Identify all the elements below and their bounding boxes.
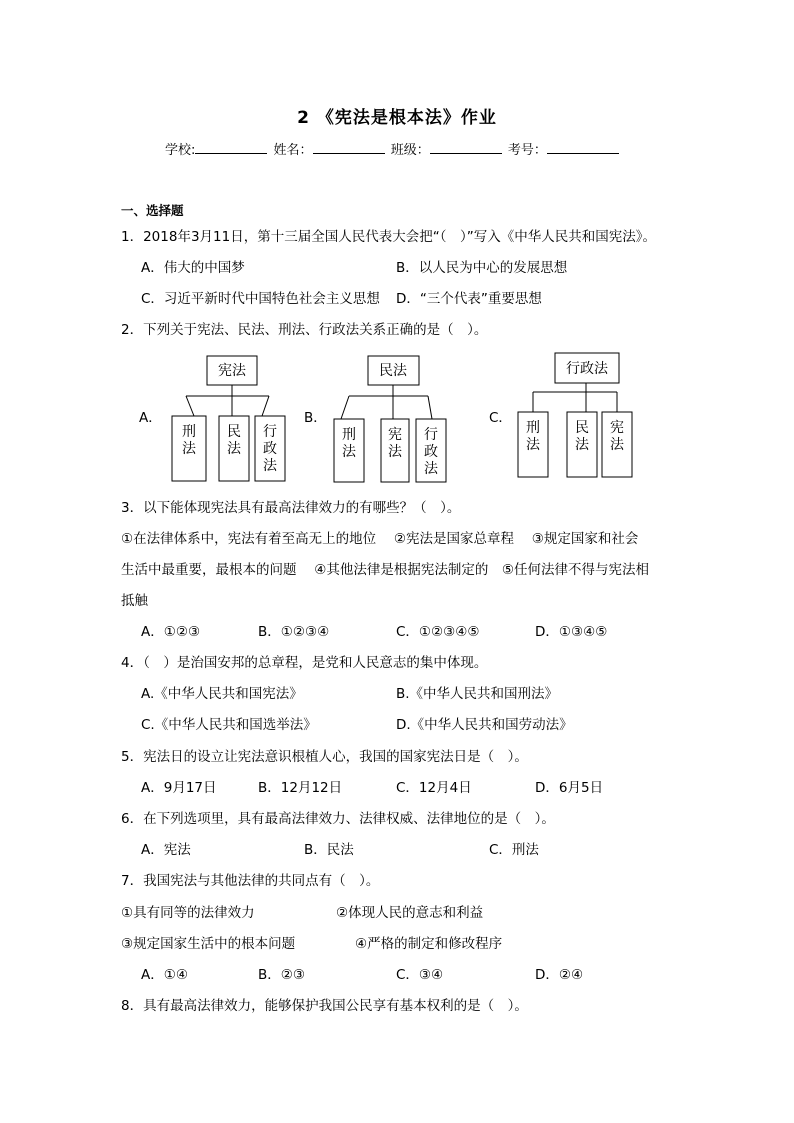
- diagram-a-top: 宪法: [218, 363, 246, 379]
- q7-option-d: D．②④: [535, 967, 584, 983]
- q1-option-c: C．习近平新时代中国特色社会主义思想: [141, 291, 380, 307]
- q2-stem: 2．下列关于宪法、民法、刑法、行政法关系正确的是（ ）。: [121, 322, 488, 338]
- diagram-c-c3-1: 宪: [610, 420, 624, 436]
- q6-option-c: C．刑法: [489, 842, 539, 858]
- class-label: 班级：: [390, 143, 430, 158]
- name-blank: [313, 141, 385, 154]
- q8-stem: 8．具有最高法律效力，能够保护我国公民享有基本权利的是（ ）。: [121, 998, 528, 1014]
- q4-option-c: C.《中华人民共和国选举法》: [141, 717, 317, 733]
- diagram-b-c1-1: 刑: [342, 427, 356, 443]
- school-blank: [195, 141, 267, 154]
- diagram-b-c2-1: 宪: [388, 427, 402, 443]
- q2-option-a-label: A．: [139, 410, 162, 426]
- q3-option-a: A．①②③: [141, 624, 201, 640]
- diagram-b-c2-2: 法: [388, 444, 402, 460]
- diagram-a-c3-3: 法: [263, 458, 277, 474]
- number-blank: [547, 141, 619, 154]
- q6-stem: 6．在下列选项里，具有最高法律效力、法律权威、法律地位的是（ ）。: [121, 811, 555, 827]
- q2-option-c-label: C．: [489, 410, 512, 426]
- diagram-a-c2-2: 法: [227, 441, 241, 457]
- diagram-a-c2-1: 民: [227, 424, 241, 440]
- q5-stem: 5．宪法日的设立让宪法意识根植人心，我国的国家宪法日是（ ）。: [121, 749, 528, 765]
- diagram-c-c2-1: 民: [575, 420, 589, 436]
- q1-option-b: B．以人民为中心的发展思想: [396, 260, 568, 276]
- section-heading: 一、选择题: [121, 203, 184, 218]
- q4-stem: 4．（ ）是治国安邦的总章程，是党和人民意志的集中体现。: [121, 655, 488, 671]
- q7-option-c: C．③④: [396, 967, 444, 983]
- q3-stem: 3．以下能体现宪法具有最高法律效力的有哪些？（ ）。: [121, 500, 461, 516]
- student-info-line: [165, 139, 621, 158]
- q6-option-a: A．宪法: [141, 842, 191, 858]
- name-label: 姓名：: [273, 143, 313, 158]
- diagram-c-c1-1: 刑: [526, 420, 540, 436]
- q7-stem: 7．我国宪法与其他法律的共同点有（ ）。: [121, 873, 380, 889]
- q6-option-b: B．民法: [304, 842, 354, 858]
- diagram-a-c3-2: 政: [263, 441, 277, 457]
- q3-statement-line-3: 抵触: [121, 593, 148, 609]
- q3-statement-line-1: ①在法律体系中，宪法有着至高无上的地位 ②宪法是国家总章程 ③规定国家和社会: [121, 531, 639, 547]
- q1-option-d: D．“三个代表”重要思想: [396, 291, 542, 307]
- diagram-a-c3-1: 行: [263, 424, 277, 440]
- diagram-b-c3-1: 行: [424, 427, 438, 443]
- q5-option-c: C．12月4日: [396, 780, 472, 796]
- q3-option-d: D．①③④⑤: [535, 624, 608, 640]
- q4-option-d: D.《中华人民共和国劳动法》: [396, 717, 573, 733]
- q4-option-a: A.《中华人民共和国宪法》: [141, 686, 303, 702]
- q3-statement-line-2: 生活中最重要，最根本的问题 ④其他法律是根据宪法制定的 ⑤任何法律不得与宪法相: [121, 562, 649, 578]
- q7-statement-4: ④严格的制定和修改程序: [355, 936, 503, 952]
- q7-statement-2: ②体现人民的意志和利益: [336, 905, 484, 921]
- diagram-a-c1-1: 刑: [182, 424, 196, 440]
- q2-option-b-label: B．: [304, 410, 327, 426]
- q7-statement-3: ③规定国家生活中的根本问题: [121, 936, 296, 952]
- diagram-a-c1-2: 法: [182, 441, 196, 457]
- school-label: 学校:: [165, 143, 196, 158]
- page-title: 2 《宪法是根本法》作业: [297, 108, 497, 128]
- q4-option-b: B.《中华人民共和国刑法》: [396, 686, 559, 702]
- diagram-b-c1-2: 法: [342, 444, 356, 460]
- diagram-b-top: 民法: [379, 363, 407, 379]
- diagram-b-c3-3: 法: [424, 461, 438, 477]
- diagram-c-top: 行政法: [566, 361, 608, 377]
- class-blank: [430, 141, 502, 154]
- diagram-c-c3-2: 法: [610, 437, 624, 453]
- diagram-b-c3-2: 政: [424, 444, 438, 460]
- q1-option-a: A．伟大的中国梦: [141, 260, 245, 276]
- q5-option-a: A．9月17日: [141, 780, 217, 796]
- q5-option-d: D．6月5日: [535, 780, 604, 796]
- diagram-c-c1-2: 法: [526, 437, 540, 453]
- q7-option-a: A．①④: [141, 967, 188, 983]
- q5-option-b: B．12月12日: [258, 780, 343, 796]
- q7-option-b: B．②③: [258, 967, 305, 983]
- q1-stem: 1．2018年3月11日，第十三届全国人民代表大会把“（ ）”写入《中华人民共和国宪法》。: [121, 229, 656, 245]
- q3-option-b: B．①②③④: [258, 624, 330, 640]
- diagram-c-c2-2: 法: [575, 437, 589, 453]
- q7-statement-1: ①具有同等的法律效力: [121, 905, 255, 921]
- number-label: 考号：: [507, 143, 547, 158]
- q3-option-c: C．①②③④⑤: [396, 624, 480, 640]
